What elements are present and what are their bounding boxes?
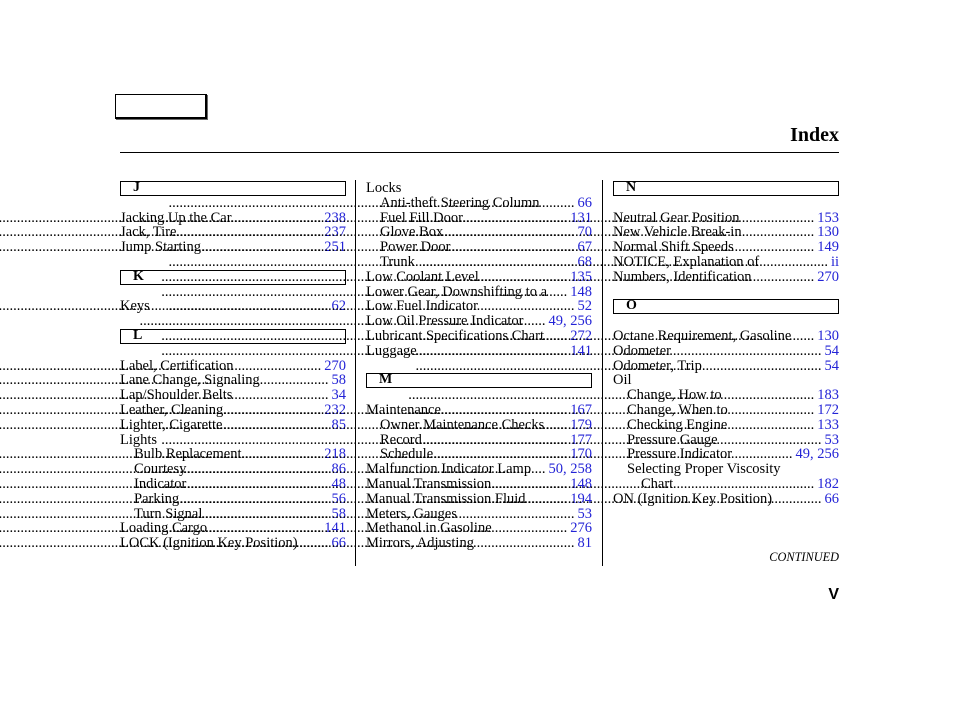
index-entry [366,285,592,300]
dot-leader [736,240,814,255]
dot-leader [494,521,568,536]
page-link[interactable]: 68 [577,253,592,270]
page-link[interactable]: 85 [331,416,346,433]
index-subentry [613,447,839,462]
page-link[interactable]: 54 [824,342,839,359]
page-link[interactable]: 182 [817,475,839,492]
section-letter: M [379,372,393,388]
page-link[interactable]: 276 [570,520,592,537]
entry-label: Jump Starting [120,239,201,256]
entry-label: Manual Transmission Fluid [366,490,526,507]
index-entry [120,359,346,374]
index-subentry [613,388,839,403]
dot-leader [744,225,815,240]
dot-leader [236,359,322,374]
page-link[interactable]: 70 [577,224,592,241]
letter-header-box [120,181,346,196]
page-link[interactable]: 149 [817,239,839,256]
index-subentry [366,196,592,211]
index-entry [366,462,592,477]
title-rule [120,152,839,153]
entry-label: Odometer, Trip [613,357,702,374]
page-link[interactable]: 135 [570,268,592,285]
entry-label: Numbers, Identification [613,268,752,285]
index-entry [613,270,839,285]
entry-label: Locks [366,180,402,196]
entry-label: Pressure Indicator [627,446,733,463]
entry-label: Anti-theft Steering Column [380,194,540,211]
entry-label: Record [380,431,422,448]
page-link[interactable]: 62 [331,298,346,315]
dot-leader [480,299,575,314]
page-link[interactable]: 232 [324,401,346,418]
dot-leader [234,388,328,403]
section-letter: O [626,298,637,314]
entry-label: Low Fuel Indicator [366,298,478,315]
dot-leader [533,462,545,477]
entry-label: Methanol in Gasoline [366,520,492,537]
page-link[interactable]: 148 [570,475,592,492]
index-column-right [613,181,839,507]
entry-label: Lower Gear, Downshifting to a [366,283,548,300]
page-link[interactable]: 153 [817,209,839,226]
entry-label: Oil [613,372,632,389]
entry-label: Pressure Gauge [627,431,718,448]
dot-leader [730,403,814,418]
page-link[interactable]: 194 [570,490,592,507]
dot-leader [761,255,828,270]
index-entry [613,211,839,226]
page-link[interactable]: 56 [331,490,346,507]
entry-label: Selecting Proper Viscosity [627,461,781,478]
entry-label: Change, How to [627,387,722,404]
page-title: Index [790,124,839,146]
page-link[interactable]: 48 [331,475,346,492]
dot-leader [734,447,792,462]
dot-leader [476,536,575,551]
index-entry [613,255,839,270]
page-link[interactable]: 131 [570,209,592,226]
dot-leader [774,492,821,507]
letter-header-box [366,373,592,388]
section-letter: N [626,180,637,195]
entry-label: Chart [641,475,674,492]
page-link[interactable]: 66 [577,194,592,211]
page-link[interactable]: 86 [331,461,346,478]
page-link[interactable]: 53 [577,505,592,522]
chapter-tab-box [115,94,207,119]
dot-leader [729,418,814,433]
entry-label: Meters, Gauges [366,505,458,522]
entry-label: Lighter, Cigarette [120,416,223,433]
entry-label: Odometer [613,342,671,359]
page-link[interactable]: 130 [817,224,839,241]
index-entry [366,521,592,536]
index-entry [613,344,839,359]
page-link[interactable]: 49, 256 [548,313,592,330]
page-link[interactable]: 54 [824,357,839,374]
index-subentry [613,433,839,448]
page-link[interactable]: 34 [331,387,346,404]
entry-label: Fuel Fill Door [380,209,463,226]
entry-label: Parking [134,490,180,507]
index-entry [366,314,592,329]
page-link[interactable]: 133 [817,416,839,433]
entry-label: ON (Ignition Key Position) [613,490,773,507]
entry-label: Lights [120,431,158,448]
index-entry [613,225,839,240]
entry-label: NOTICE, Explanation of [613,253,760,270]
page-link[interactable]: 66 [331,535,346,552]
index-entry [613,359,839,374]
index-group-heading [613,373,839,388]
entry-label: Glove Box [380,224,444,241]
section-letter: K [133,268,144,284]
letter-header-box [613,299,839,314]
index-subentry [613,403,839,418]
page-link[interactable]: 81 [577,535,592,552]
dot-leader [541,196,574,211]
entry-label: Courtesy [134,461,187,478]
page-number: V [828,586,839,603]
index-entry [366,536,592,551]
entry-label: Normal Shift Speeds [613,239,734,256]
entry-label: New Vehicle Break-in [613,224,742,241]
entry-label: Trunk [380,253,415,270]
entry-label: Change, When to [627,401,728,418]
dot-leader [741,211,814,226]
page-link[interactable]: 270 [817,268,839,285]
entry-label: Neutral Gear Position [613,209,740,226]
page-link[interactable]: 141 [324,520,346,537]
page-link[interactable]: 53 [824,431,839,448]
entry-label: LOCK (Ignition Key Position) [120,535,298,552]
page-link[interactable]: 141 [570,342,592,359]
index-entry [613,329,839,344]
section-letter: J [133,180,140,195]
entry-label: Turn Signal [134,505,203,522]
dot-leader [754,270,815,285]
index-entry [366,299,592,314]
entry-label: Lane Change, Signaling [120,372,260,389]
dot-leader [675,477,814,492]
page-link[interactable]: 67 [577,239,592,256]
page-link[interactable]: 183 [817,387,839,404]
entry-label: Keys [120,298,150,315]
entry-label: Octane Requirement, Gasoline [613,327,792,344]
entry-label: Luggage [366,342,417,359]
index-entry [120,388,346,403]
entry-label: Jack, Tire [120,224,177,241]
page-link[interactable]: 177 [570,431,592,448]
index-section [613,181,839,285]
dot-leader [262,373,329,388]
page-link[interactable]: 148 [570,283,592,300]
entry-label: Loading Cargo [120,520,208,537]
dot-leader [549,285,567,300]
letter-header-box [613,181,839,196]
page-link[interactable]: 58 [331,505,346,522]
page-link[interactable]: 58 [331,372,346,389]
entry-label: Malfunction Indicator Lamp [366,461,532,478]
dot-leader [704,359,822,374]
dot-leader [525,314,545,329]
page-link[interactable]: 179 [570,416,592,433]
dot-leader [459,507,574,522]
entry-label: Mirrors, Adjusting [366,535,474,552]
section-letter: L [133,327,143,343]
page-link[interactable]: 270 [324,357,346,374]
dot-leader [793,329,814,344]
page-link[interactable]: 49, 256 [795,446,839,463]
entry-label: Bulb Replacement [134,446,242,463]
page-link[interactable]: 52 [577,298,592,315]
dot-leader [673,344,822,359]
index-section [613,299,839,506]
entry-label: Label, Certification [120,357,234,374]
entry-label: Manual Transmission [366,475,492,492]
page-link[interactable]: 218 [324,446,346,463]
page-link[interactable]: 172 [817,401,839,418]
page-link[interactable]: 237 [324,224,346,241]
dot-leader [720,433,822,448]
entry-label: Checking Engine [627,416,728,433]
continued-note: CONTINUED [769,550,839,564]
page-link[interactable]: 170 [570,446,592,463]
index-entry [613,240,839,255]
entry-label: Leather, Cleaning [120,401,224,418]
index-subentry [613,418,839,433]
page-link[interactable]: ii [830,253,839,270]
entry-label: Jacking Up the Car [120,209,232,226]
dot-leader [724,388,815,403]
page-link[interactable]: 251 [324,239,346,256]
entry-label: Low Oil Pressure Indicator [366,313,524,330]
page-link[interactable]: 66 [824,490,839,507]
entry-label: Owner Maintenance Checks [380,416,545,433]
page-link[interactable]: 167 [570,401,592,418]
entry-label: Lap/Shoulder Belts [120,387,233,404]
page-link[interactable]: 130 [817,327,839,344]
index-subgroup-heading [613,462,839,477]
index-entry [366,507,592,522]
index-entry [120,373,346,388]
index-entry [613,492,839,507]
entry-label: Low Coolant Level [366,268,479,285]
page-link[interactable]: 272 [570,327,592,344]
page-link[interactable]: 238 [324,209,346,226]
entry-label: Lubricant Specifications Chart [366,327,544,344]
entry-label: Power Door [380,239,451,256]
page-link[interactable]: 50, 258 [548,461,592,478]
entry-label: Schedule [380,446,434,463]
entry-label: Maintenance [366,401,441,418]
index-group-heading [366,181,592,196]
index-subentry [613,477,839,492]
entry-label: Indicator [134,475,187,492]
